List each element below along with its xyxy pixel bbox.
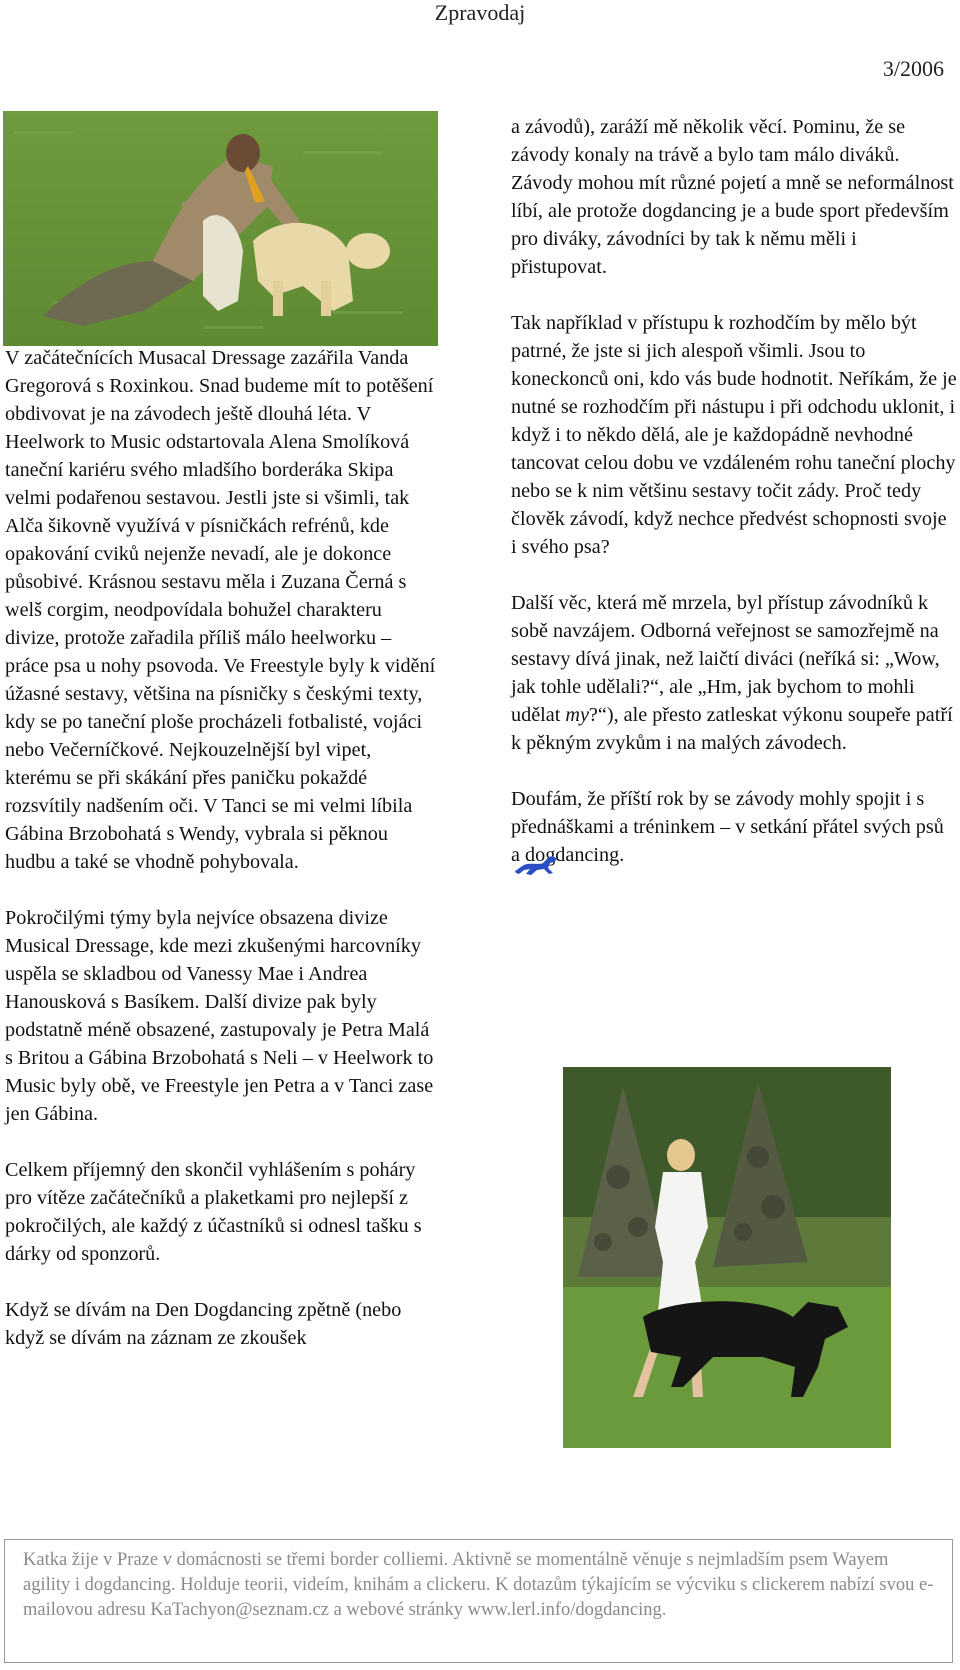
author-bio-box [4,1539,953,1663]
paragraph-hope: Doufám, že příští rok by se závody mohly spojit i s přednáškami a tréninkem – v setkání přátel svých psů a dogdancing. [511,788,944,866]
left-column [5,344,437,1352]
right-column [511,113,957,879]
photo-woman-with-black-dog-image [563,1067,891,1448]
photo-woman-with-labrador-image [3,111,438,346]
photo-woman-with-black-dog [563,1067,891,1448]
paragraph-competitors [511,589,957,757]
author-bio-text: Katka žije v Praze v domácnosti se třemi border colliemi. Aktivně se momentálně věnuje s nejmladším psem Wayem agility i dogdancing. Holduje teorii, videím, knihám a clickeru. K dotazům týkajícím se výcviku s clickerem nabízí svou e-mailovou adresu KaTachyon@seznam.cz a webové stránky www.lerl.info/dogdancing. [23,1550,934,1620]
emphasis-my: my [565,704,589,726]
paragraph-advanced: Pokročilými týmy byla nejvíce obsazena divize Musical Dressage, kde mezi zkušenými harcovníky uspěla se skladbou od Vanessy Mae i Andrea Hanousková s Basíkem. Další divize pak byly podstatně méně obsazené, zastupovaly je Petra Malá s Britou a Gábina Brzobohatá s Neli – v Heelwork to Music byly obě, ve Freestyle jen Petra a v Tanci zase jen Gábina. [5,907,434,1125]
paragraph-competitors-text-end: ?“), ale přesto zatleskat výkonu soupeře patří k pěkným zvykům i na malých závodech. [511,704,953,754]
paragraph-conclusion: Celkem příjemný den skončil vyhlášením s poháry pro vítěze začátečníků a plaketkami pro nejlepší z pokročilých, ale každý z účastníků si odnesl tašku s dárky od sponzorů. [5,1159,422,1265]
paragraph-judges: Tak například v přístupu k rozhodčím by mělo být patrné, že jste si jich alespoň všimli. Jsou to koneckonců oni, kdo vás bude hodnotit. Neříkám, že je nutné se rozhodčím při nástupu i při odchodu uklonit, i když i to někdo dělá, ale je každopádně nevhodné tancovat celou dobu ve vzdáleném rohu taneční plochy nebo se k nim většinu sestavy točit zády. Proč tedy člověk závodí, když nechce předvést schopnosti svoje i svého psa? [511,312,957,558]
paragraph-beginners: V začátečnících Musacal Dressage zazářila Vanda Gregorová s Roxinkou. Snad budeme mít to potěšení obdivovat je na závodech ještě dlouhá léta. V Heelwork to Music odstartovala Alena Smolíková taneční kariéru svého mladšího borderáka Skipa velmi podařenou sestavou. Jestli jste si všimli, tak Alča šikovně využívá v písničkách refrénů, kde opakování cviků nejenže nevadí, ale je dokonce působivé. Krásnou sestavu měla i Zuzana Černá s welš corgim, neodpovídala bohužel charakteru divize, protože zařadila příliš málo heelworku – práce psa u nohy psovoda. Ve Freestyle byly k vidění úžasné sestavy, většina na písničky s českými texty, kdy se po taneční ploše procházeli fotbalisté, vojáci nebo Večerníčkové. Nejkouzelnější byl vipet, kterému se při skákání přes paničku pokaždé rozsvítily nadšením oči. V Tanci se mi velmi líbila Gábina Brzobohatá s Wendy, vybrala si pěknou hudbu a také se vhodně pohybovala. [5,347,436,873]
newsletter-title: Zpravodaj [434,0,526,25]
photo-woman-with-labrador [3,111,438,346]
issue-number: 3/2006 [882,56,944,81]
paragraph-competitors-text: Další věc, která mě mrzela, byl přístup závodníků k sobě navzájem. Odborná veřejnost se samozřejmě na sestavy dívá jinak, než laičtí diváci (neříká si: „Wow, jak tohle udělali?“, ale „Hm, jak bychom to mohli udělat [511,592,940,726]
paragraph-looking-back: Když se dívám na Den Dogdancing zpětně (nebo když se dívám na záznam ze zkoušek [5,1299,402,1349]
paragraph-observations: a závodů), zaráží mě několik věcí. Pominu, že se závody konaly na trávě a bylo tam málo diváků. Závody mohou mít různé pojetí a mně se neformálnost líbí, ale protože dogdancing je a bude sport především pro diváky, závodníci by tak k němu měli i přistupovat. [511,116,954,278]
